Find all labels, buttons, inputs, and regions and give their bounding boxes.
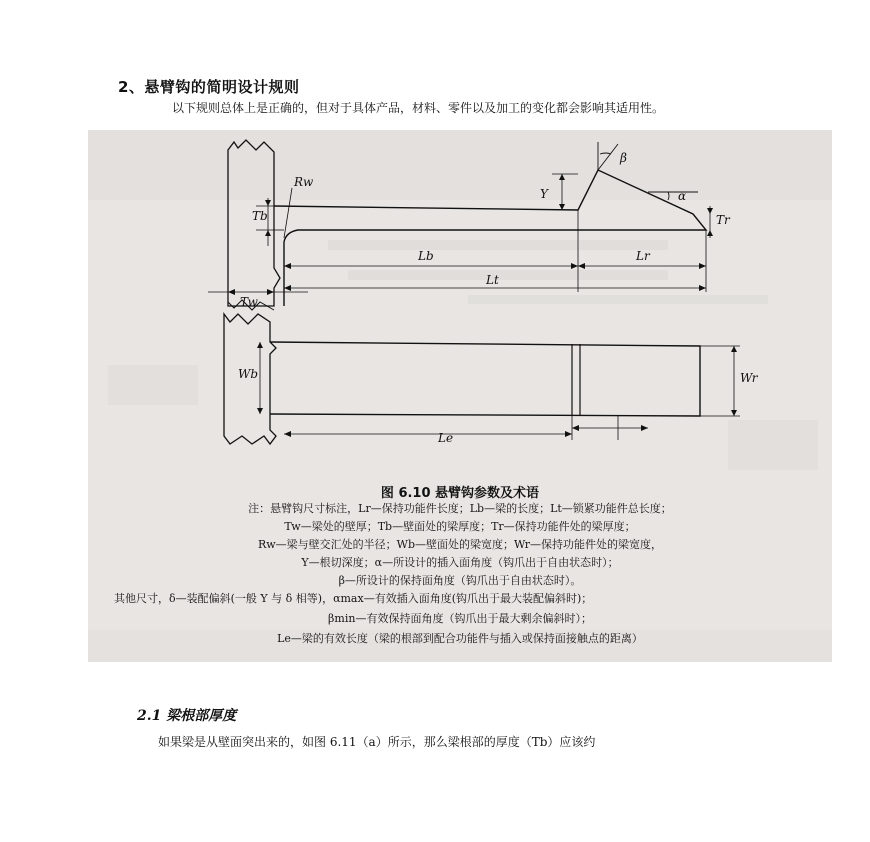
beta-arc	[600, 153, 611, 154]
intro-paragraph: 以下规则总体上是正确的，但对于具体产品，材料、零件以及加工的变化都会影响其适用性。	[172, 101, 665, 115]
rw-leader	[284, 188, 292, 238]
scanned-figure-region	[88, 130, 832, 662]
figure-note-line: 其他尺寸，δ—装配偏斜(一般 Y 与 δ 相等)，αmax—有效插入面角度(钩爪出于最大装配偏斜时)；	[114, 592, 593, 605]
subsection-heading: 2.1 梁根部厚度	[137, 708, 237, 724]
section-heading: 2、悬臂钩的简明设计规则	[118, 78, 300, 96]
figure-note-line: Rw—梁与壁交汇处的半径；Wb—壁面处的梁宽度；Wr—保持功能件处的梁宽度，	[257, 538, 663, 551]
label-tr: Tr	[716, 213, 730, 227]
figure-note-line: βmin—有效保持面角度（钩爪出于最大剩余偏斜时）；	[328, 612, 592, 625]
label-lt: Lt	[486, 273, 499, 287]
beta-ref-line-2	[598, 144, 618, 170]
figure-note-line: 注：悬臂钩尺寸标注，Lr—保持功能件长度；Lb—梁的长度；Lt—锁紧功能件总长度；	[248, 502, 672, 515]
label-tb: Tb	[252, 209, 268, 223]
cantilever-hook-diagram	[88, 130, 832, 490]
label-wb: Wb	[238, 367, 259, 381]
label-wr: Wr	[740, 371, 758, 385]
label-y: Y	[540, 187, 548, 201]
figure-caption: 图 6.10 悬臂钩参数及术语	[380, 486, 540, 501]
label-beta: β	[620, 151, 627, 165]
label-lr: Lr	[636, 249, 650, 263]
beam-top-view	[270, 342, 700, 416]
figure-note-line: β—所设计的保持面角度（钩爪出于自由状态时）。	[338, 574, 582, 587]
figure-note-line: Y—根切深度；α—所设计的插入面角度（钩爪出于自由状态时）；	[301, 556, 619, 569]
label-lb: Lb	[418, 249, 434, 263]
label-le: Le	[438, 431, 454, 445]
figure-note-line: Le—梁的有效长度（梁的根部到配合功能件与插入或保持面接触点的距离）	[277, 632, 643, 645]
subsection-body: 如果梁是从壁面突出来的，如图 6.11（a）所示，那么梁根部的厚度（Tb）应该约	[158, 735, 596, 749]
figure-note-line: Tw—梁处的壁厚；Tb—壁面处的梁厚度；Tr—保持功能件处的梁厚度；	[284, 520, 636, 533]
wall-side-view	[228, 140, 280, 306]
label-rw: Rw	[294, 175, 314, 189]
label-alpha: α	[678, 189, 687, 203]
alpha-arc	[668, 192, 669, 200]
label-tw: Tw	[240, 295, 258, 309]
